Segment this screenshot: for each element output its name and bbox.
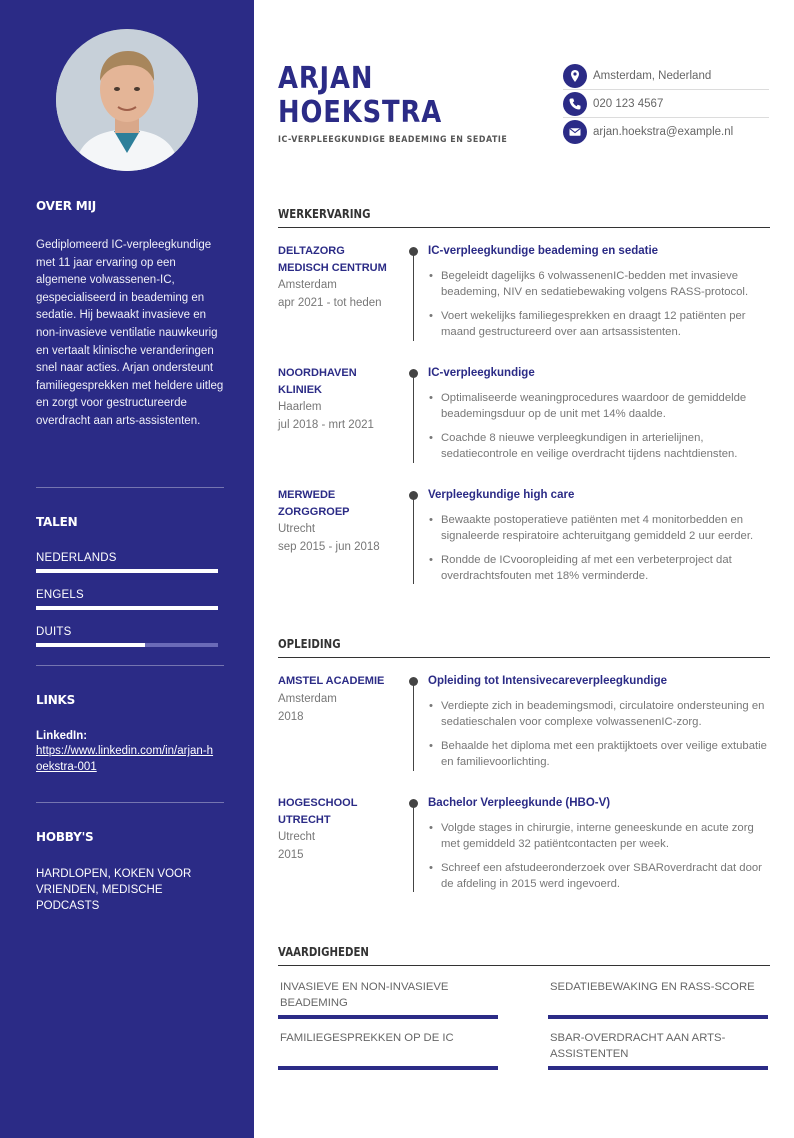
email-text[interactable]: arjan.hoekstra@example.nl (593, 126, 734, 138)
bullet-item: • Bewaakte postoperatieve patiënten met 4 monitorbedden en signaleerde respiratoire achteruitgang gemiddeld 2 uur eerder. (428, 512, 770, 544)
timeline-dot (409, 491, 418, 500)
contact-email (563, 118, 769, 146)
name-line-2: HOEKSTRA (278, 95, 443, 130)
language-level-fill (36, 569, 218, 573)
profile-photo (56, 29, 198, 171)
skill-level-bar (548, 1015, 768, 1019)
role-title: IC-verpleegkundige (428, 367, 535, 379)
organization-name: AMSTEL ACADEMIE (278, 675, 385, 687)
entry-meta (278, 243, 398, 312)
timeline-dot (409, 247, 418, 256)
bullet-item: • Behaalde het diploma met een praktijktoets over veilige extubatie en familievoorlichting. (428, 738, 770, 770)
links-heading: LINKS (36, 693, 76, 707)
bullet-item: • Begeleidt dagelijks 6 volwassenenIC-bedden met invasieve beademing, NIV en sedatiebewaking volgens RASS-protocol. (428, 268, 770, 300)
organization-name: NOORDHAVEN KLINIEK (278, 367, 357, 396)
bullet-item: • Schreef een afstudeeronderzoek over SBARoverdracht dat door de afdeling in 2015 werd ingevoerd. (428, 860, 770, 892)
entry-details (428, 673, 770, 778)
bullet-list (428, 698, 770, 770)
language-level-fill (36, 606, 218, 610)
sidebar-divider (36, 665, 224, 666)
language-level-bar (36, 606, 218, 610)
entry-location: Amsterdam (278, 692, 337, 705)
contact-block (563, 62, 769, 146)
experience-entry (278, 487, 770, 584)
education-heading: OPLEIDING (278, 637, 770, 658)
hobbies-text: HARDLOPEN, KOKEN VOOR VRIENDEN, MEDISCHE PODCASTS (36, 868, 192, 912)
entry-meta (278, 487, 398, 556)
languages-heading: TALEN (36, 515, 78, 529)
experience-heading: WERKERVARING (278, 207, 770, 228)
timeline-line (413, 373, 414, 463)
education-entry (278, 795, 770, 892)
timeline-line (413, 803, 414, 892)
timeline-line (413, 251, 414, 341)
skill-level-bar (278, 1015, 498, 1019)
linkedin-label: LinkedIn: (36, 730, 88, 742)
entry-location: Amsterdam (278, 279, 337, 291)
bullet-item: • Volgde stages in chirurgie, interne geneeskunde en acute zorg met gemiddeld 32 patiëntcontacten per week. (428, 820, 770, 852)
location-text: Amsterdam, Nederland (593, 69, 712, 82)
about-section (36, 199, 224, 431)
timeline-dot (409, 677, 418, 686)
skill-level-bar (548, 1066, 768, 1070)
languages-list (36, 552, 224, 647)
language-name: DUITS (36, 626, 72, 638)
entry-meta (278, 673, 398, 726)
phone-text: 020 123 4567 (593, 97, 664, 110)
skill-item (548, 1030, 768, 1070)
role-title: Opleiding tot Intensivecareverpleegkundige (428, 675, 668, 687)
experience-entry (278, 243, 770, 341)
entry-details (428, 365, 770, 470)
entry-location: Utrecht (278, 831, 316, 843)
language-item (36, 552, 224, 573)
hobbies-section (36, 830, 224, 914)
entry-details (428, 487, 770, 592)
candidate-name (278, 62, 502, 130)
bullet-list (428, 268, 770, 340)
organization-name: MERWEDE ZORGGROEP (278, 489, 350, 518)
skill-name: SEDATIEBEWAKING EN RASS-SCORE (550, 981, 755, 993)
sidebar-divider (36, 802, 224, 803)
language-item (36, 589, 224, 610)
skills-heading: VAARDIGHEDEN (278, 945, 770, 966)
bullet-item: • Coachde 8 nieuwe verpleegkundigen in arterielijnen, sedatiecontrole en veilige overdracht tijdens nachtdiensten. (428, 430, 770, 462)
entry-meta (278, 365, 398, 434)
education-entry (278, 673, 770, 771)
language-name: ENGELS (36, 589, 84, 601)
entry-location: Utrecht (278, 523, 316, 535)
mail-icon (563, 120, 587, 144)
organization-name: HOGESCHOOL UTRECHT (278, 797, 358, 826)
bullet-item: • Verdiepte zich in beademingsmodi, circulatoire ondersteuning en sedatieschalen voor complexe volwassenenIC-zorg. (428, 698, 770, 730)
role-title: IC-verpleegkundige beademing en sedatie (428, 245, 659, 257)
role-title: Verpleegkundige high care (428, 489, 575, 501)
skill-level-bar (278, 1066, 498, 1070)
about-heading: OVER MIJ (36, 199, 97, 213)
language-level-bar (36, 569, 218, 573)
entry-dates: apr 2021 - tot heden (278, 297, 382, 309)
language-level-bar (36, 643, 218, 647)
sidebar (0, 0, 254, 1138)
language-level-fill (36, 643, 145, 647)
sidebar-divider (36, 487, 224, 488)
bullet-list (428, 390, 770, 462)
bullet-item: • Rondde de ICvooropleiding af met een verbeterproject dat overdrachtsfouten met 18% verminderde. (428, 552, 770, 584)
entry-dates: 2018 (278, 710, 304, 723)
timeline-line (413, 681, 414, 771)
linkedin-link[interactable]: https://www.linkedin.com/in/arjan-hoekstra-001 (36, 745, 214, 773)
skill-name: SBAR-OVERDRACHT AAN ARTS-ASSISTENTEN (550, 1032, 726, 1060)
entry-dates: sep 2015 - jun 2018 (278, 541, 380, 553)
bullet-item: • Voert wekelijks familiegesprekken en draagt 12 patiënten per maand gestructureerd over aan artsassistenten. (428, 308, 770, 340)
experience-entry (278, 365, 770, 463)
contact-location (563, 62, 769, 90)
about-text: Gediplomeerd IC-verpleegkundige met 11 jaar ervaring op een algemene volwassenen-IC, gespecialiseerd in beademing en sedatie. Hij bewaakt invasieve en non-invasieve ventilatie nauwkeurig en vertaalt klinische veranderingen snel naar acties. Arjan ondersteunt familiegesprekken met heldere uitleg en zorgt voor gestructureerde overdracht aan arts-assistenten. (36, 239, 224, 427)
timeline-line (413, 495, 414, 584)
name-line-1: ARJAN (278, 61, 374, 96)
entry-details (428, 243, 770, 348)
skill-item (548, 979, 768, 1019)
language-item (36, 626, 224, 647)
entry-location: Haarlem (278, 401, 322, 413)
language-name: NEDERLANDS (36, 552, 117, 564)
entry-dates: 2015 (278, 849, 304, 861)
links-section (36, 693, 224, 775)
skill-item (278, 1030, 498, 1070)
languages-section (36, 515, 224, 663)
phone-icon (563, 92, 587, 116)
skill-name: FAMILIEGESPREKKEN OP DE IC (280, 1032, 454, 1044)
hobbies-heading: HOBBY'S (36, 830, 94, 844)
role-title: Bachelor Verpleegkunde (HBO-V) (428, 797, 611, 809)
job-title: IC-VERPLEEGKUNDIGE BEADEMING EN SEDATIE (278, 135, 508, 145)
entry-meta (278, 795, 398, 864)
contact-phone (563, 90, 769, 118)
bullet-list (428, 512, 770, 584)
organization-name: DELTAZORG MEDISCH CENTRUM (278, 245, 387, 274)
skill-name: INVASIEVE EN NON-INVASIEVE BEADEMING (280, 981, 449, 1009)
entry-dates: jul 2018 - mrt 2021 (278, 419, 374, 431)
bullet-list (428, 820, 770, 892)
skill-item (278, 979, 498, 1019)
timeline-dot (409, 369, 418, 378)
location-pin-icon (563, 64, 587, 88)
entry-details (428, 795, 770, 900)
timeline-dot (409, 799, 418, 808)
bullet-item: • Optimaliseerde weaningprocedures waardoor de gemiddelde beademingsduur op de unit met 14% daalde. (428, 390, 770, 422)
